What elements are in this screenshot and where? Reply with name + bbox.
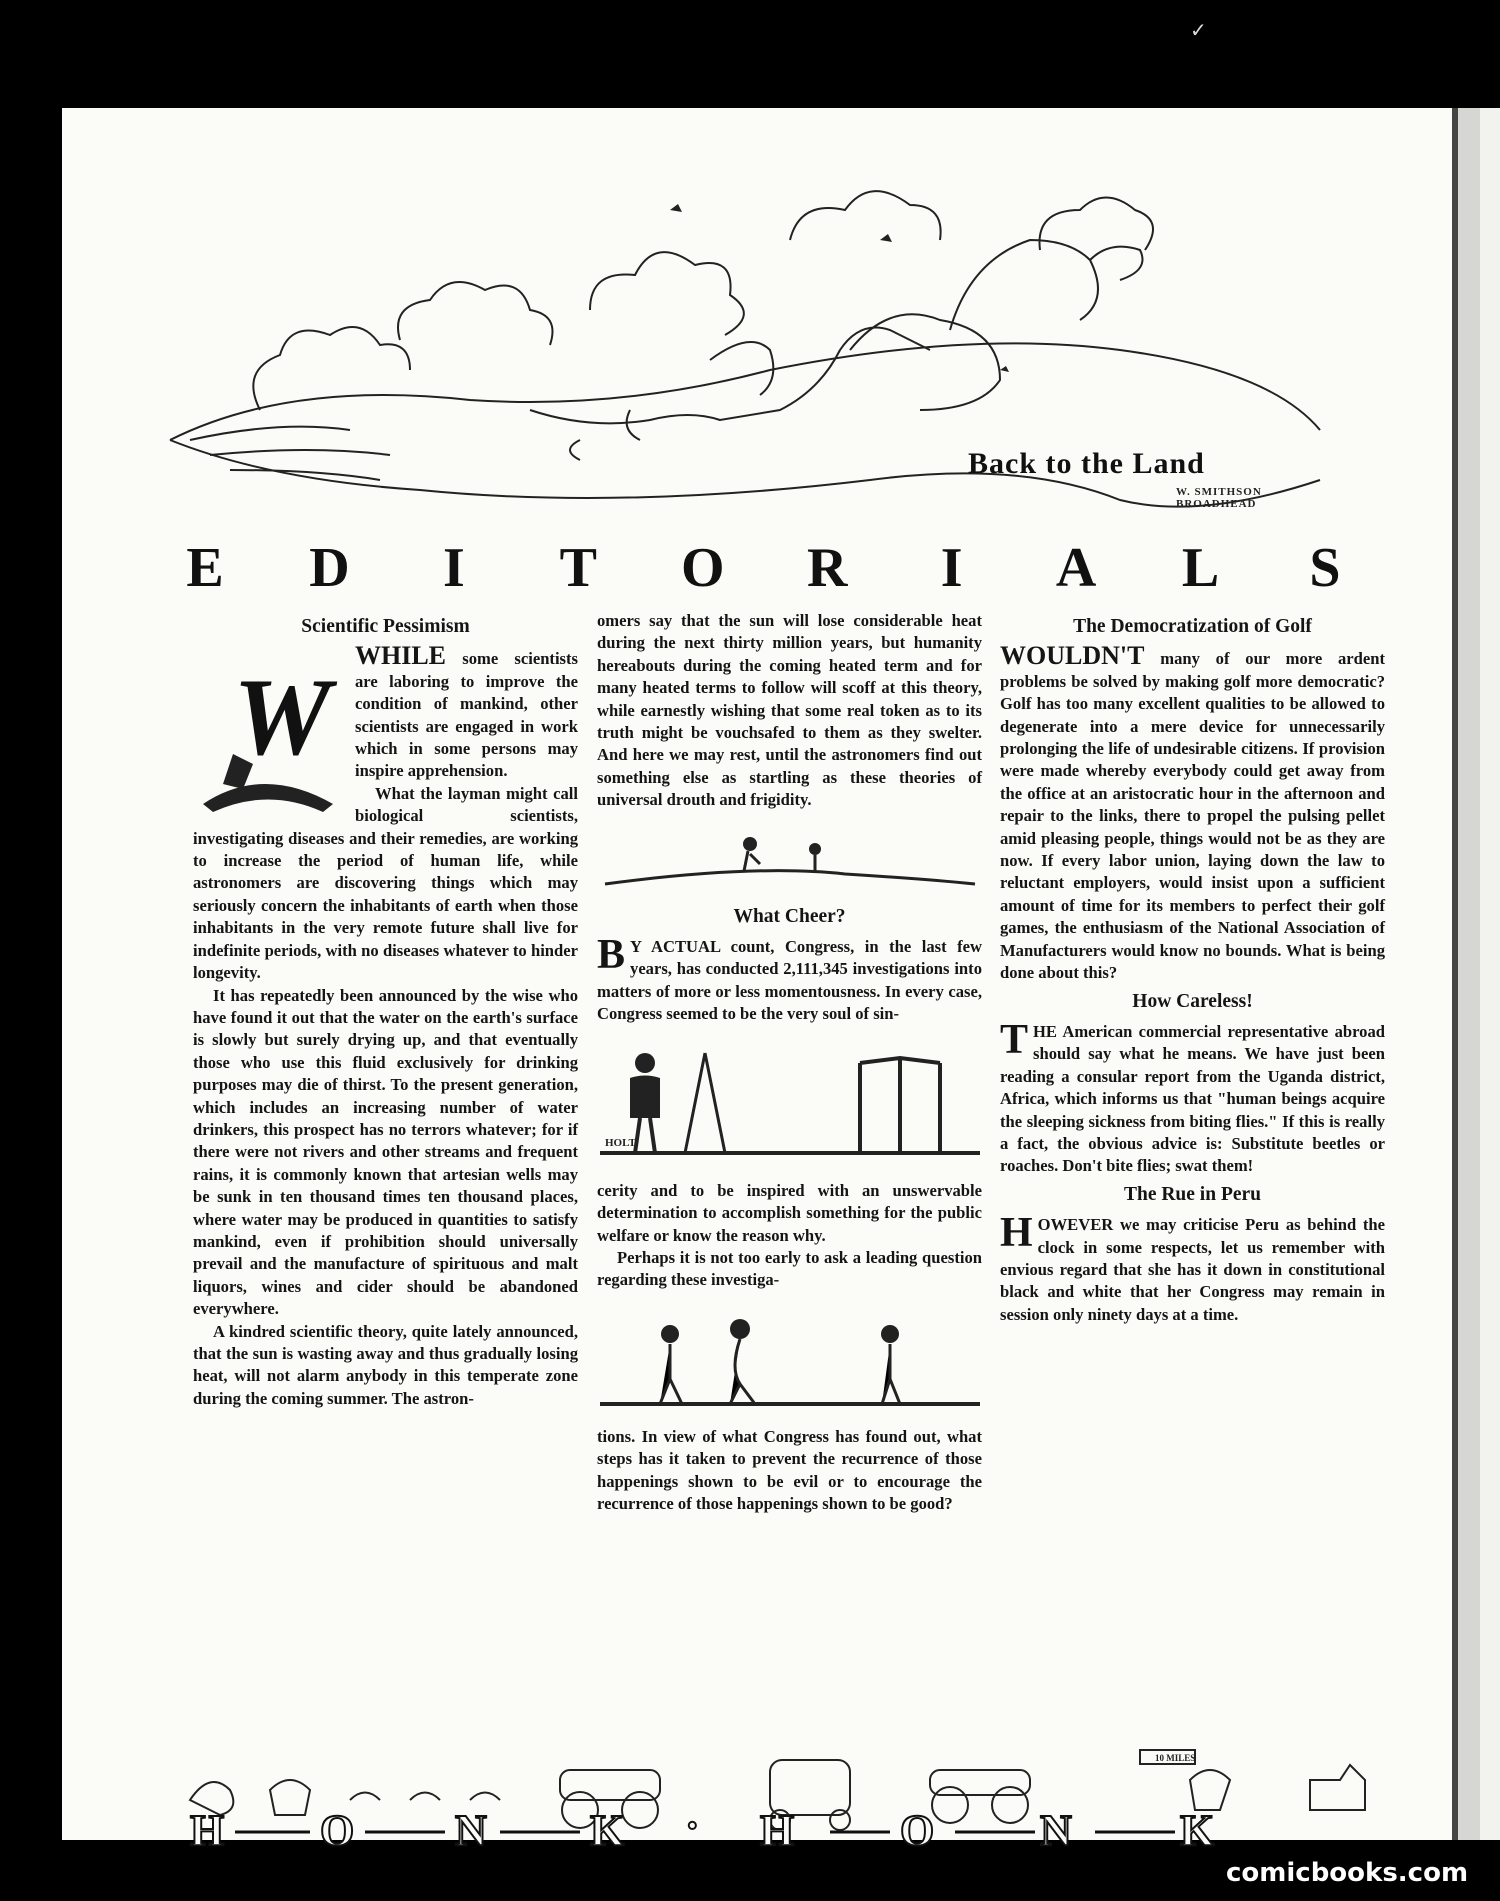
masthead-letter: A [1055, 537, 1097, 599]
wheel-icon [622, 1792, 658, 1828]
masthead-letter: I [940, 537, 963, 599]
masthead-letter: D [309, 537, 350, 599]
lead-word: WOULDN'T [1000, 641, 1145, 671]
honk-letter: N [1040, 1806, 1072, 1850]
paragraph: Perhaps it is not too early to ask a leading question regarding these investiga- [597, 1247, 982, 1290]
column-scientific-pessimism [193, 610, 578, 1410]
paragraph: Y ACTUAL count, Congress, in the last few years, has conducted 2,111,345 investigations into matters of more or less momentousness. In every case, Congress seemed to be the very soul of sin- [597, 937, 982, 1024]
honk-letter: · [685, 1801, 700, 1850]
article-title: How Careless! [1132, 990, 1253, 1012]
drop-cap: B [597, 932, 626, 979]
honk-honk-frieze [180, 1740, 1380, 1850]
masthead-letter: I [442, 537, 465, 599]
scan-mark: ✓ [1190, 18, 1207, 42]
wheel-icon [992, 1787, 1028, 1823]
honk-letter: K [590, 1806, 625, 1850]
car-body-icon [560, 1770, 660, 1800]
paragraph: A kindred scientific theory, quite lately announced, that the sun is wasting away and thus gradually losing heat, will not alarm anybody in this temperate zone during the coming summer. The astron- [193, 1321, 578, 1408]
masthead-letter: T [559, 537, 597, 599]
cloud [590, 252, 744, 335]
masthead-letter: R [806, 537, 848, 599]
paragraph: omers say that the sun will lose considerable heat during the next thirty million years, but humanity hereabouts during the coming heated term and for many heated terms to follow will scoff at this theory, while earnestly wishing that some real token as to its truth might be vouchsafed to them as they swelter. And here we may rest, until the astronomers find out something else as startling as these theories of universal drouth and frigidity. [597, 611, 982, 810]
butterfly [880, 234, 892, 242]
masthead-letter: S [1309, 537, 1341, 599]
back-to-the-land-illustration [150, 110, 1350, 560]
paragraph: tions. In view of what Congress has found out, what steps has it taken to prevent the recurrence of those happenings shown to be evil or to encourage the recurrence of those happenings shown to be good? [597, 1426, 982, 1513]
dancing-figures-cartoon [600, 1304, 980, 1414]
paragraph: HE American commercial representative abroad should say what he means. We have just been reading a consular report from the Uganda district, Africa, which informs us that "human beings acquire the sleeping sickness from biting flies." If this is really a fact, the obvious advice is: Substitute beetles or roaches. Don't bite flies; swat them! [1000, 1021, 1385, 1176]
article-title: What Cheer? [733, 905, 846, 927]
paragraph: cerity and to be inspired with an unswervable determination to accomplish something for the public welfare or know the reason why. [597, 1180, 982, 1245]
article-title: The Rue in Peru [1123, 1183, 1262, 1205]
wheel-icon [932, 1787, 968, 1823]
editorials-masthead [175, 536, 1355, 600]
honk-letter: O [320, 1806, 355, 1850]
butterfly [670, 204, 682, 212]
cartoon-signature: HOLT [604, 1136, 636, 1149]
paragraph: What the layman might call biological scientists, investigating diseases and their remedies, are working to increase the period of human life, while astronomers are discovering things which may seriously concern the inhabitants of earth when those inhabitants in the very remote future shall live for indefinite periods, with no diseases whatever to hinder longevity. [193, 783, 578, 983]
honk-letter: H [760, 1806, 795, 1850]
cow-icon [1190, 1770, 1230, 1810]
column-golf-careless-peru [1000, 610, 1385, 1326]
drop-cap: H [1000, 1210, 1033, 1257]
column-what-cheer [597, 610, 982, 1515]
paragraph: OWEVER we may criticise Peru as behind the clock in some respects, let us remember with envious regard that she has it down in constitutional black and white that her Congress may remain in session only ninety days at a time. [1000, 1215, 1385, 1324]
signature-line: W. SMITHSON [1176, 486, 1262, 498]
illustration-caption: Back to the Land [968, 447, 1205, 480]
honk-letter: H [190, 1806, 225, 1850]
ornamental-initial-w-icon [193, 654, 343, 814]
cloud [790, 191, 941, 240]
article-title: Scientific Pessimism [301, 616, 470, 637]
painter-cartoon [600, 1038, 980, 1168]
chicks-icon [350, 1793, 500, 1801]
honk-letter: O [900, 1806, 935, 1850]
masthead-letter: E [186, 537, 224, 599]
drop-cap: T [1000, 1016, 1029, 1063]
mile-sign-text: 10 MILES [1155, 1753, 1196, 1763]
article-title: The Democratization of Golf [1073, 616, 1312, 637]
golfers-spot-illustration [600, 824, 980, 894]
butterfly [1000, 366, 1009, 372]
signature-line: BROADHEAD [1176, 498, 1257, 510]
paragraph: It has repeatedly been announced by the wise who have found it out that the water on the earth's surface is slowly but surely drying up, and that eventually those who use this fluid exclusively for drinking purposes may die of thirst. To the present generation, which includes an increasing number of water drinkers, this prospect has no terrors whatever; for if there were not rivers and other streams and frequent rains, it is commonly known that artesian wells may be sunk in ten thousand times ten thousand places, where water may be produced in quantities to satisfy mankind, even if prohibition should universally prevail and the manufacture of spirituous and malt liquors, wines and cider should be abandoned everywhere. [193, 985, 578, 1319]
cloud [398, 282, 553, 345]
barn-icon [1310, 1765, 1365, 1810]
honk-letter: K [1180, 1806, 1215, 1850]
site-watermark: comicbooks.com [1226, 1858, 1469, 1888]
paragraph: many of our more ardent problems be solved by making golf more democratic? Golf has too many excellent qualities to be allowed to degenerate into a mere device for unnecessarily prolonging the life of undesirable citizens. If provision were made whereby everybody could get away from the office at an aristocratic hour in the afternoon and repair to the links, there to propel the pulsing pellet amid pleasing people, things would not be as they are now. If every labor union, laying down the law to reluctant employers, would insist upon a sufficient amount of time for its members to perfect their golf games, the enthusiasm of the National Association of Manufacturers would know no bounds. What is being done about this? [1000, 649, 1385, 983]
masthead-letter: L [1181, 537, 1220, 599]
paragraph: some scientists are laboring to improve the condition of mankind, other scientists are engaged in work which in some persons may inspire apprehension. [355, 649, 578, 781]
svg-text:W: W [233, 656, 331, 779]
lead-word: WHILE [355, 641, 447, 671]
dog-icon [270, 1780, 310, 1815]
artist-signature [1176, 486, 1262, 510]
masthead-letter: O [680, 537, 725, 599]
honk-letter: N [455, 1806, 487, 1850]
